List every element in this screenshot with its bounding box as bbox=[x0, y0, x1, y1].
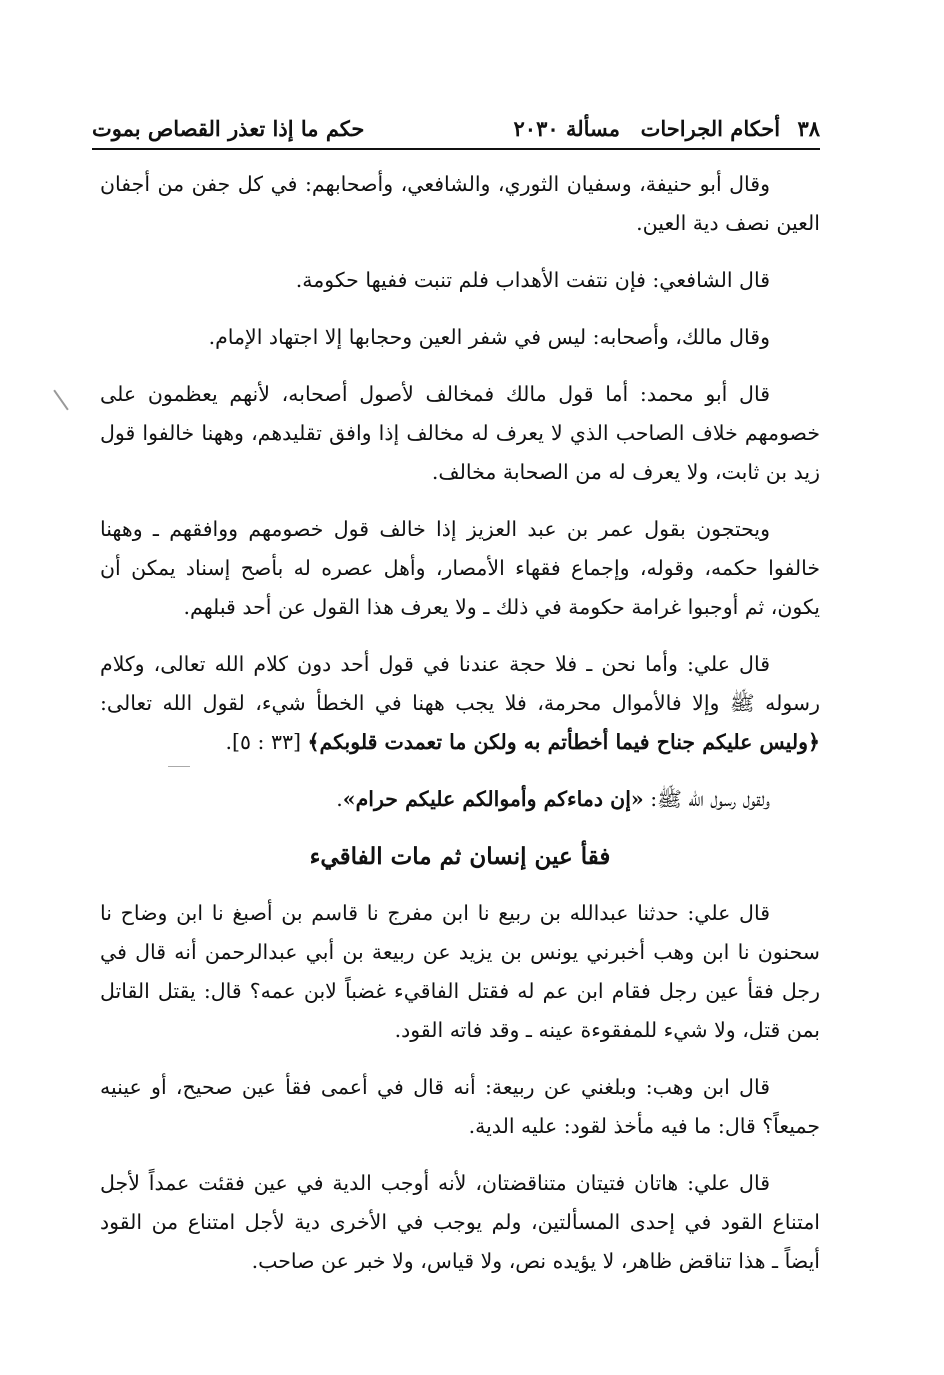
paragraph: ويحتجون بقول عمر بن عبد العزيز إذا خالف قول خصومهم ووافقهم ـ وههنا خالفوا حكمه، وقوله، وإجماع فقهاء الأمصار، وأهل عصره له بأصح إسناد يمكن أن يكون، ثم أوجبوا غرامة حكومة في ذلك ـ ولا يعرف هذا القول عن أحد قبلهم. bbox=[100, 517, 820, 619]
margin-mark bbox=[53, 390, 68, 411]
paragraph-with-hadith bbox=[100, 780, 820, 819]
book-title: أحكام الجراحات bbox=[640, 116, 781, 141]
quran-verse: ﴿وليس عليكم جناح فيما أخطأتم به ولكن ما تعمدت قلوبكم﴾ bbox=[307, 730, 820, 754]
running-header bbox=[92, 112, 820, 150]
issue-number: مسألة ٢٠٣٠ bbox=[513, 116, 620, 141]
paragraph: قال علي: حدثنا عبدالله بن ربيع نا ابن مفرج نا قاسم بن أصبغ نا ابن وضاح نا سحنون نا ابن وهب أخبرني يونس بن يزيد عن ربيعة بن أبي عبدالرحمن أنه قال في رجل فقأ عين رجل فقام ابن عم له فقتل الفاقيء غضباً لابن عمه؟ قال: يقتل القاتل بمن قتل، ولا شيء للمفقوءة عينه ـ وقد فاته القود. bbox=[100, 901, 820, 1042]
paragraph-with-quran bbox=[100, 645, 820, 762]
paragraph: قال ابن وهب: وبلغني عن ربيعة: أنه قال في أعمى فقأ عين صحيح، أو عينيه جميعاً؟ قال: ما فيه مأخذ لقود: عليه الدية. bbox=[100, 1075, 820, 1138]
verse-reference: [٣٣ : ٥]. bbox=[225, 730, 302, 754]
paragraph-text: قال علي: وأما نحن ـ فلا حجة عندنا في قول أحد دون كلام الله تعالى، وكلام رسوله ﷺ وإلا فالأموال محرمة، فلا يجب ههنا في الخطأ شيء، لقول الله تعالى: bbox=[100, 652, 820, 715]
paragraph: وقال مالك، وأصحابه: ليس في شفر العين وحجابها إلا اجتهاد الإمام. bbox=[208, 325, 770, 349]
body-text bbox=[100, 165, 820, 1299]
section-heading: فقأ عين إنسان ثم مات الفاقيء bbox=[309, 843, 611, 870]
paragraph-end: . bbox=[336, 787, 343, 811]
paragraph: قال أبو محمد: أما قول مالك فمخالف لأصول أصحابه، لأنهم يعظمون على خصومهم خلاف الصاحب الذي لا يعرف له مخالف إذا وافق تقليدهم، وههنا خالفوا قول زيد بن ثابت، ولا يعرف له من الصحابة مخالف. bbox=[100, 382, 820, 484]
paragraph: قال علي: هاتان فتيتان متناقضتان، لأنه أوجب الدية في عين فقئت عمداً لأجل امتناع القود في إحدى المسألتين، ولم يوجب في الأخرى دية لأجل امتناع من القود أيضاً ـ هذا تناقض ظاهر، لا يؤيده نص، ولا قياس، ولا خبر عن صاحب. bbox=[100, 1171, 820, 1273]
header-book-info bbox=[631, 116, 820, 141]
paragraph: قال الشافعي: فإن نتفت الأهداب فلم تنبت ففيها حكومة. bbox=[295, 268, 770, 292]
paragraph: وقال أبو حنيفة، وسفيان الثوري، والشافعي، وأصحابهم: في كل جفن من أجفان العين نصف دية العين. bbox=[100, 172, 820, 235]
paragraph-text: ولقول رسول الله ﷺ: bbox=[650, 787, 770, 811]
page-number: ٣٨ bbox=[797, 116, 820, 141]
hadith-quote: «إن دماءكم وأموالكم عليكم حرام» bbox=[342, 787, 644, 811]
chapter-title: حكم ما إذا تعذر القصاص بموت bbox=[92, 116, 365, 141]
